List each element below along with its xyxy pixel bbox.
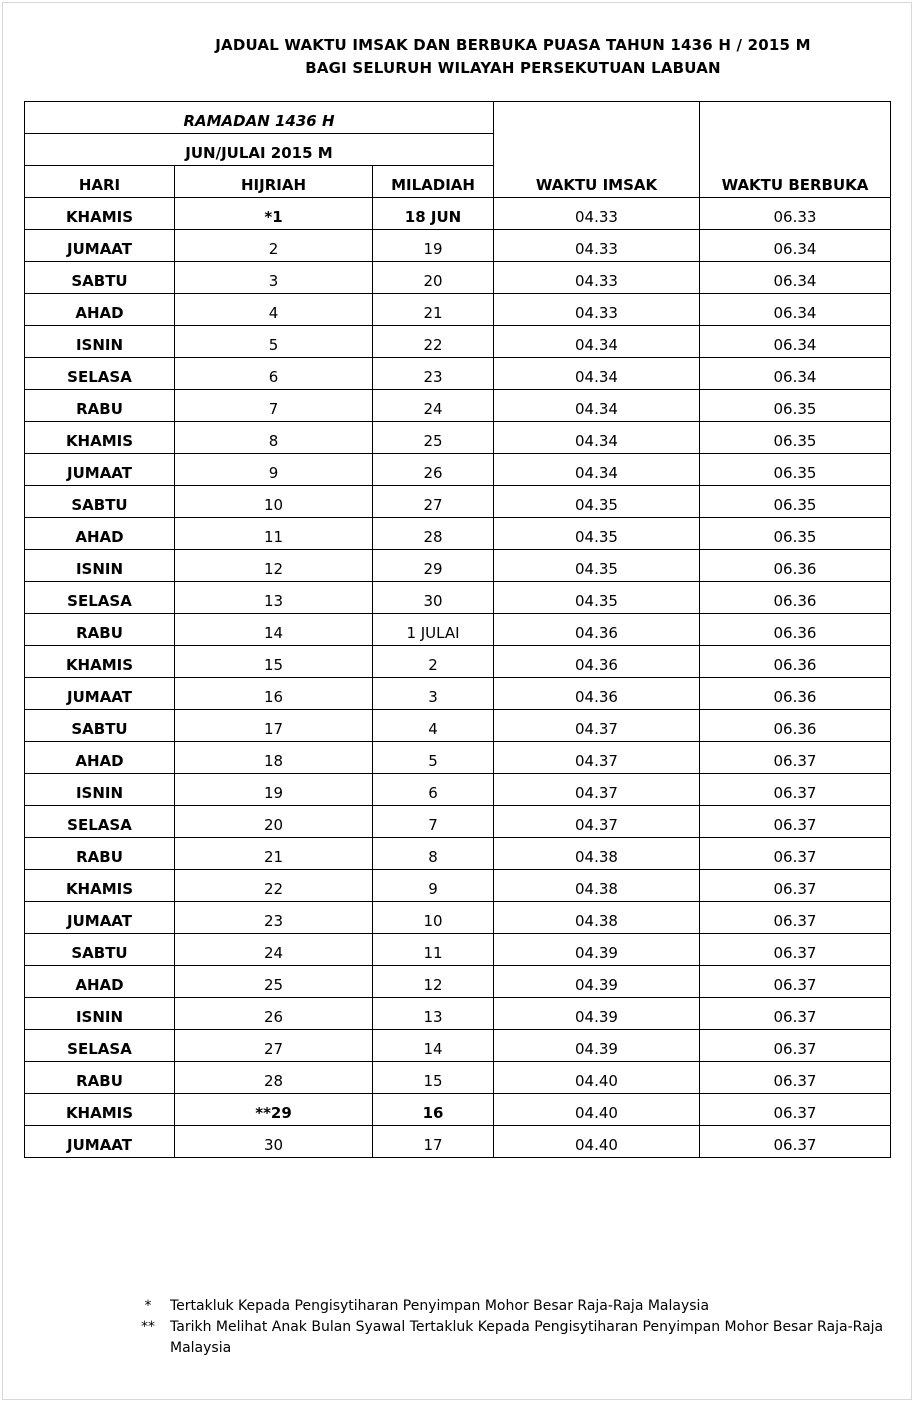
hijriah-cell: 10 bbox=[175, 486, 373, 518]
hijriah-cell: 3 bbox=[175, 262, 373, 294]
berbuka-cell: 06.34 bbox=[700, 326, 891, 358]
imsak-cell: 04.34 bbox=[494, 454, 700, 486]
hari-cell: KHAMIS bbox=[25, 1094, 175, 1126]
hijriah-cell: 23 bbox=[175, 902, 373, 934]
hari-cell: ISNIN bbox=[25, 326, 175, 358]
berbuka-cell: 06.37 bbox=[700, 1094, 891, 1126]
hijriah-cell: 30 bbox=[175, 1126, 373, 1158]
berbuka-cell: 06.37 bbox=[700, 838, 891, 870]
imsak-cell: 04.38 bbox=[494, 870, 700, 902]
table-row bbox=[25, 422, 891, 454]
hijriah-cell: 22 bbox=[175, 870, 373, 902]
table-row bbox=[25, 838, 891, 870]
table-row bbox=[25, 774, 891, 806]
imsak-cell: 04.37 bbox=[494, 710, 700, 742]
hari-cell: JUMAAT bbox=[25, 1126, 175, 1158]
hari-cell: SABTU bbox=[25, 934, 175, 966]
table-row bbox=[25, 1126, 891, 1158]
month-header: JUN/JULAI 2015 M bbox=[25, 134, 494, 166]
imsak-cell: 04.40 bbox=[494, 1062, 700, 1094]
hijriah-cell: 12 bbox=[175, 550, 373, 582]
hijriah-cell: 27 bbox=[175, 1030, 373, 1062]
imsak-cell: 04.36 bbox=[494, 678, 700, 710]
berbuka-cell: 06.37 bbox=[700, 998, 891, 1030]
footnote-text: Tarikh Melihat Anak Bulan Syawal Tertakluk Kepada Pengisytiharan Penyimpan Mohor Besar Raja-Raja Malaysia bbox=[170, 1319, 884, 1356]
miladiah-cell: 28 bbox=[373, 518, 494, 550]
hari-cell: KHAMIS bbox=[25, 646, 175, 678]
hijriah-cell: **29 bbox=[175, 1094, 373, 1126]
berbuka-cell: 06.37 bbox=[700, 1062, 891, 1094]
table-row bbox=[25, 806, 891, 838]
berbuka-cell: 06.35 bbox=[700, 486, 891, 518]
hari-cell: ISNIN bbox=[25, 550, 175, 582]
table-row bbox=[25, 678, 891, 710]
table-row bbox=[25, 358, 891, 390]
imsak-cell: 04.33 bbox=[494, 230, 700, 262]
imsak-cell: 04.40 bbox=[494, 1126, 700, 1158]
table-row bbox=[25, 870, 891, 902]
table-row bbox=[25, 262, 891, 294]
table-row bbox=[25, 646, 891, 678]
miladiah-cell: 17 bbox=[373, 1126, 494, 1158]
imsak-cell: 04.39 bbox=[494, 966, 700, 998]
table-row bbox=[25, 294, 891, 326]
hijriah-cell: 6 bbox=[175, 358, 373, 390]
miladiah-cell: 1 JULAI bbox=[373, 614, 494, 646]
table-row bbox=[25, 614, 891, 646]
hari-cell: KHAMIS bbox=[25, 870, 175, 902]
hijriah-cell: 21 bbox=[175, 838, 373, 870]
footnotes bbox=[126, 1296, 886, 1359]
table-row bbox=[25, 934, 891, 966]
imsak-cell: 04.33 bbox=[494, 262, 700, 294]
hijriah-cell: 13 bbox=[175, 582, 373, 614]
hari-cell: JUMAAT bbox=[25, 902, 175, 934]
hijriah-cell: 15 bbox=[175, 646, 373, 678]
hijriah-cell: 4 bbox=[175, 294, 373, 326]
imsak-cell: 04.37 bbox=[494, 742, 700, 774]
berbuka-cell: 06.35 bbox=[700, 390, 891, 422]
hari-cell: RABU bbox=[25, 614, 175, 646]
miladiah-cell: 14 bbox=[373, 1030, 494, 1062]
hari-cell: SELASA bbox=[25, 806, 175, 838]
hijriah-cell: 24 bbox=[175, 934, 373, 966]
imsak-cell: 04.33 bbox=[494, 294, 700, 326]
imsak-cell: 04.39 bbox=[494, 1030, 700, 1062]
berbuka-cell: 06.34 bbox=[700, 262, 891, 294]
hari-cell: JUMAAT bbox=[25, 678, 175, 710]
imsak-cell: 04.34 bbox=[494, 326, 700, 358]
table-row bbox=[25, 902, 891, 934]
miladiah-cell: 12 bbox=[373, 966, 494, 998]
table-row bbox=[25, 486, 891, 518]
document-title: JADUAL WAKTU IMSAK DAN BERBUKA PUASA TAHUN 1436 H / 2015 M bbox=[215, 36, 811, 54]
hijriah-cell: 5 bbox=[175, 326, 373, 358]
hari-cell: ISNIN bbox=[25, 998, 175, 1030]
footnote bbox=[126, 1317, 886, 1359]
hijriah-cell: 16 bbox=[175, 678, 373, 710]
imsak-cell: 04.35 bbox=[494, 486, 700, 518]
miladiah-cell: 24 bbox=[373, 390, 494, 422]
table-row bbox=[25, 550, 891, 582]
berbuka-cell: 06.35 bbox=[700, 518, 891, 550]
berbuka-cell: 06.37 bbox=[700, 934, 891, 966]
imsak-cell: 04.37 bbox=[494, 774, 700, 806]
berbuka-cell: 06.34 bbox=[700, 358, 891, 390]
hijriah-cell: 11 bbox=[175, 518, 373, 550]
berbuka-cell: 06.36 bbox=[700, 646, 891, 678]
ramadan-header: RAMADAN 1436 H bbox=[25, 102, 494, 134]
imsak-cell: 04.39 bbox=[494, 998, 700, 1030]
imsak-cell: 04.35 bbox=[494, 550, 700, 582]
berbuka-cell: 06.36 bbox=[700, 614, 891, 646]
table-row bbox=[25, 582, 891, 614]
berbuka-cell: 06.37 bbox=[700, 1126, 891, 1158]
hari-cell: JUMAAT bbox=[25, 454, 175, 486]
imsak-cell: 04.38 bbox=[494, 838, 700, 870]
hari-cell: KHAMIS bbox=[25, 422, 175, 454]
miladiah-cell: 18 JUN bbox=[373, 198, 494, 230]
footnote-mark: * bbox=[144, 1298, 152, 1314]
miladiah-cell: 22 bbox=[373, 326, 494, 358]
miladiah-cell: 15 bbox=[373, 1062, 494, 1094]
imsak-cell: 04.34 bbox=[494, 358, 700, 390]
hijriah-cell: 28 bbox=[175, 1062, 373, 1094]
hari-cell: AHAD bbox=[25, 518, 175, 550]
berbuka-cell: 06.36 bbox=[700, 582, 891, 614]
document-subtitle: BAGI SELURUH WILAYAH PERSEKUTUAN LABUAN bbox=[305, 59, 721, 77]
imsak-cell: 04.37 bbox=[494, 806, 700, 838]
berbuka-cell: 06.34 bbox=[700, 294, 891, 326]
hijriah-header: HIJRIAH bbox=[175, 166, 373, 198]
berbuka-cell: 06.37 bbox=[700, 806, 891, 838]
berbuka-cell: 06.33 bbox=[700, 198, 891, 230]
hari-cell: JUMAAT bbox=[25, 230, 175, 262]
miladiah-cell: 9 bbox=[373, 870, 494, 902]
berbuka-cell: 06.37 bbox=[700, 774, 891, 806]
hari-cell: AHAD bbox=[25, 742, 175, 774]
berbuka-header: WAKTU BERBUKA bbox=[700, 102, 891, 198]
hijriah-cell: 9 bbox=[175, 454, 373, 486]
hari-cell: SELASA bbox=[25, 582, 175, 614]
table-row bbox=[25, 966, 891, 998]
berbuka-cell: 06.37 bbox=[700, 1030, 891, 1062]
table-row bbox=[25, 454, 891, 486]
table-row bbox=[25, 998, 891, 1030]
table-row bbox=[25, 518, 891, 550]
table-row bbox=[25, 1062, 891, 1094]
berbuka-cell: 06.35 bbox=[700, 422, 891, 454]
hijriah-cell: 25 bbox=[175, 966, 373, 998]
miladiah-cell: 20 bbox=[373, 262, 494, 294]
berbuka-cell: 06.36 bbox=[700, 678, 891, 710]
table-row bbox=[25, 1030, 891, 1062]
imsak-cell: 04.40 bbox=[494, 1094, 700, 1126]
imsak-cell: 04.36 bbox=[494, 646, 700, 678]
miladiah-cell: 6 bbox=[373, 774, 494, 806]
table-row bbox=[25, 230, 891, 262]
miladiah-cell: 27 bbox=[373, 486, 494, 518]
table-row bbox=[25, 198, 891, 230]
miladiah-cell: 21 bbox=[373, 294, 494, 326]
footnote-mark: ** bbox=[141, 1319, 155, 1335]
imsak-header: WAKTU IMSAK bbox=[494, 102, 700, 198]
hari-cell: RABU bbox=[25, 1062, 175, 1094]
table-row bbox=[25, 390, 891, 422]
hari-cell: RABU bbox=[25, 390, 175, 422]
miladiah-cell: 7 bbox=[373, 806, 494, 838]
berbuka-cell: 06.36 bbox=[700, 550, 891, 582]
hijriah-cell: *1 bbox=[175, 198, 373, 230]
imsak-cell: 04.38 bbox=[494, 902, 700, 934]
imsak-cell: 04.39 bbox=[494, 934, 700, 966]
miladiah-cell: 4 bbox=[373, 710, 494, 742]
hari-cell: SABTU bbox=[25, 486, 175, 518]
table-row bbox=[25, 326, 891, 358]
hijriah-cell: 7 bbox=[175, 390, 373, 422]
hari-cell: ISNIN bbox=[25, 774, 175, 806]
miladiah-cell: 5 bbox=[373, 742, 494, 774]
miladiah-cell: 13 bbox=[373, 998, 494, 1030]
imsak-cell: 04.33 bbox=[494, 198, 700, 230]
hari-cell: RABU bbox=[25, 838, 175, 870]
hari-header: HARI bbox=[25, 166, 175, 198]
miladiah-cell: 10 bbox=[373, 902, 494, 934]
imsak-cell: 04.35 bbox=[494, 518, 700, 550]
miladiah-cell: 29 bbox=[373, 550, 494, 582]
hari-cell: SELASA bbox=[25, 358, 175, 390]
table-row bbox=[25, 710, 891, 742]
berbuka-cell: 06.37 bbox=[700, 966, 891, 998]
miladiah-cell: 11 bbox=[373, 934, 494, 966]
imsak-cell: 04.36 bbox=[494, 614, 700, 646]
miladiah-cell: 16 bbox=[373, 1094, 494, 1126]
imsak-cell: 04.34 bbox=[494, 422, 700, 454]
miladiah-cell: 26 bbox=[373, 454, 494, 486]
miladiah-cell: 19 bbox=[373, 230, 494, 262]
hari-cell: KHAMIS bbox=[25, 198, 175, 230]
berbuka-cell: 06.35 bbox=[700, 454, 891, 486]
hijriah-cell: 26 bbox=[175, 998, 373, 1030]
imsak-cell: 04.34 bbox=[494, 390, 700, 422]
hijriah-cell: 18 bbox=[175, 742, 373, 774]
imsak-cell: 04.35 bbox=[494, 582, 700, 614]
hari-cell: SABTU bbox=[25, 710, 175, 742]
footnote bbox=[126, 1296, 886, 1317]
hari-cell: SELASA bbox=[25, 1030, 175, 1062]
hijriah-cell: 17 bbox=[175, 710, 373, 742]
hijriah-cell: 19 bbox=[175, 774, 373, 806]
berbuka-cell: 06.37 bbox=[700, 902, 891, 934]
hijriah-cell: 8 bbox=[175, 422, 373, 454]
miladiah-header: MILADIAH bbox=[373, 166, 494, 198]
hari-cell: AHAD bbox=[25, 966, 175, 998]
berbuka-cell: 06.34 bbox=[700, 230, 891, 262]
schedule-table bbox=[24, 101, 891, 1158]
berbuka-cell: 06.37 bbox=[700, 870, 891, 902]
table-row bbox=[25, 1094, 891, 1126]
berbuka-cell: 06.37 bbox=[700, 742, 891, 774]
miladiah-cell: 2 bbox=[373, 646, 494, 678]
hijriah-cell: 14 bbox=[175, 614, 373, 646]
miladiah-cell: 30 bbox=[373, 582, 494, 614]
footnote-text: Tertakluk Kepada Pengisytiharan Penyimpan Mohor Besar Raja-Raja Malaysia bbox=[170, 1298, 710, 1314]
hijriah-cell: 20 bbox=[175, 806, 373, 838]
table-row bbox=[25, 742, 891, 774]
miladiah-cell: 8 bbox=[373, 838, 494, 870]
hari-cell: SABTU bbox=[25, 262, 175, 294]
miladiah-cell: 23 bbox=[373, 358, 494, 390]
miladiah-cell: 3 bbox=[373, 678, 494, 710]
hijriah-cell: 2 bbox=[175, 230, 373, 262]
hari-cell: AHAD bbox=[25, 294, 175, 326]
berbuka-cell: 06.36 bbox=[700, 710, 891, 742]
miladiah-cell: 25 bbox=[373, 422, 494, 454]
